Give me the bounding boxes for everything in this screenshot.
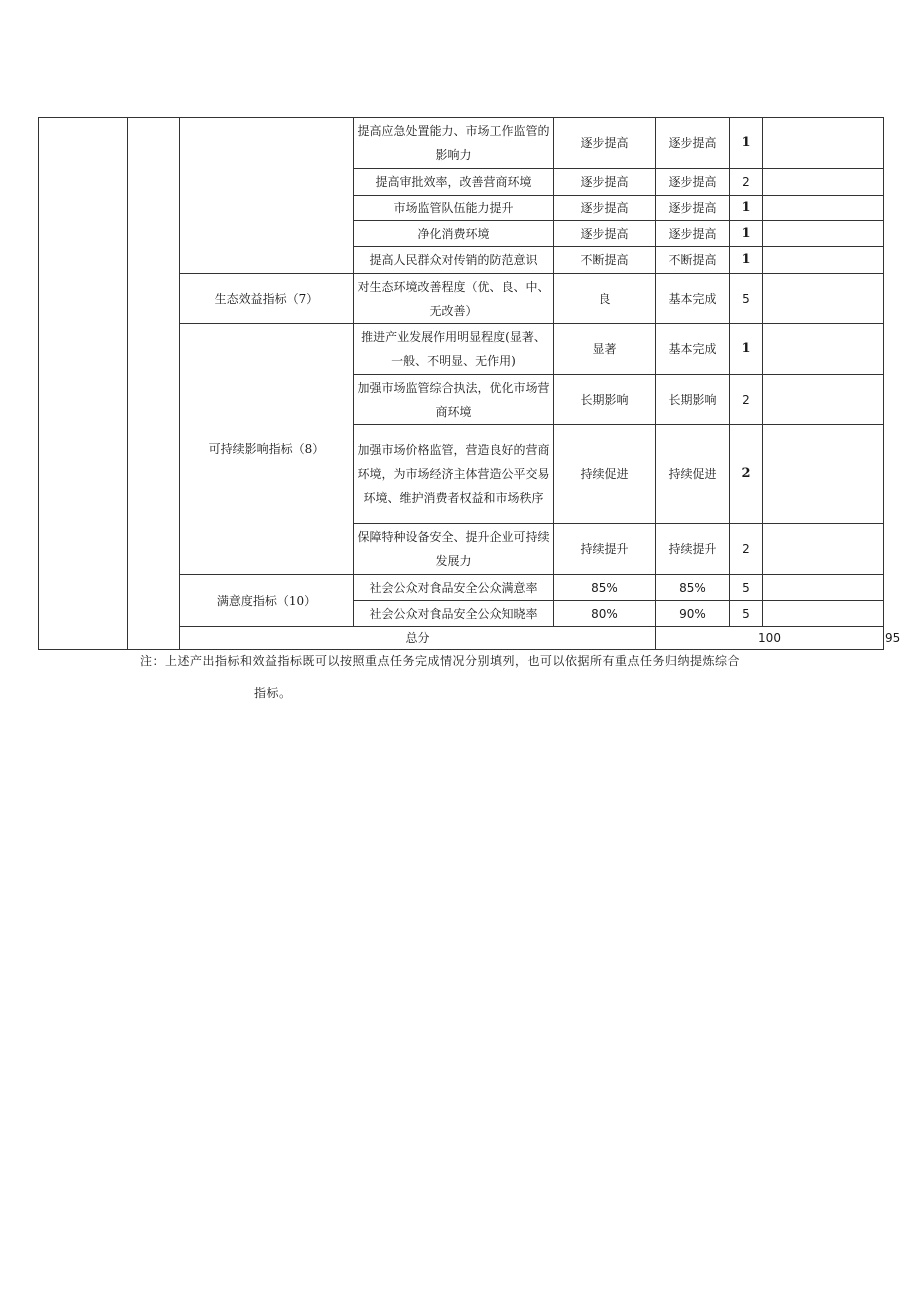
target-value-cell: 逐步提高 — [554, 169, 656, 196]
actual-value-cell: 85% — [656, 575, 730, 601]
score-cell: 1 — [730, 196, 763, 221]
score-cell: 2 — [730, 169, 763, 196]
target-value-cell: 长期影响 — [554, 375, 656, 425]
target-value-cell: 逐步提高 — [554, 118, 656, 169]
score-cell: 1 — [730, 221, 763, 247]
indicator-cell: 加强市场价格监管，营造良好的营商环境，为市场经济主体营造公平交易环境、维护消费者权益和市场秩序 — [354, 425, 554, 524]
actual-value-cell: 基本完成 — [656, 324, 730, 375]
score-cell: 1 — [730, 324, 763, 375]
actual-value-cell: 90% — [656, 601, 730, 627]
actual-value-cell: 长期影响 — [656, 375, 730, 425]
note-line-1: 注：上述产出指标和效益指标既可以按照重点任务完成情况分别填列，也可以依据所有重点任务归纳提炼综合 — [140, 654, 741, 668]
target-value-cell: 持续促进 — [554, 425, 656, 524]
level3-cell — [180, 118, 354, 274]
target-value-cell: 不断提高 — [554, 247, 656, 274]
total-label: 总分 — [180, 627, 656, 650]
total-row: 总分 100 95 — [39, 627, 884, 650]
actual-value-cell: 基本完成 — [656, 274, 730, 324]
remark-cell — [763, 425, 884, 524]
score-cell: 2 — [730, 524, 763, 575]
actual-value-cell: 持续促进 — [656, 425, 730, 524]
remark-cell — [763, 524, 884, 575]
indicator-cell: 对生态环境改善程度（优、良、中、无改善） — [354, 274, 554, 324]
performance-indicator-table — [38, 117, 901, 650]
indicator-cell: 提高审批效率，改善营商环境 — [354, 169, 554, 196]
target-value-cell: 逐步提高 — [554, 196, 656, 221]
level2-cell — [128, 118, 180, 650]
actual-value-cell: 逐步提高 — [656, 169, 730, 196]
table-row — [39, 118, 884, 169]
score-cell: 5 — [730, 575, 763, 601]
remark-cell — [763, 575, 884, 601]
actual-value-cell: 逐步提高 — [656, 118, 730, 169]
indicator-cell: 社会公众对食品安全公众满意率 — [354, 575, 554, 601]
score-cell: 2 — [730, 425, 763, 524]
actual-value-cell: 持续提升 — [656, 524, 730, 575]
score-cell: 2 — [730, 375, 763, 425]
target-value-cell: 85% — [554, 575, 656, 601]
remark-cell — [763, 169, 884, 196]
indicator-cell: 推进产业发展作用明显程度(显著、一般、不明显、无作用) — [354, 324, 554, 375]
category-sustainable: 可持续影响指标（8） — [180, 324, 354, 575]
indicator-cell: 净化消费环境 — [354, 221, 554, 247]
remark-cell — [763, 118, 884, 169]
score-cell: 5 — [730, 601, 763, 627]
score-cell: 1 — [730, 247, 763, 274]
target-value-cell: 逐步提高 — [554, 221, 656, 247]
remark-cell — [763, 196, 884, 221]
indicator-cell: 提高应急处置能力、市场工作监管的影响力 — [354, 118, 554, 169]
remark-cell — [763, 247, 884, 274]
target-value-cell: 80% — [554, 601, 656, 627]
level1-cell — [39, 118, 128, 650]
score-cell: 5 — [730, 274, 763, 324]
remark-cell — [763, 274, 884, 324]
note-line-2: 指标。 — [254, 686, 292, 700]
indicator-cell: 提高人民群众对传销的防范意识 — [354, 247, 554, 274]
remark-cell — [763, 601, 884, 627]
target-value-cell: 显著 — [554, 324, 656, 375]
actual-value-cell: 逐步提高 — [656, 221, 730, 247]
target-value-cell: 持续提升 — [554, 524, 656, 575]
indicator-cell: 社会公众对食品安全公众知晓率 — [354, 601, 554, 627]
remark-cell — [763, 375, 884, 425]
score-cell: 1 — [730, 118, 763, 169]
indicator-cell: 保障特种设备安全、提升企业可持续发展力 — [354, 524, 554, 575]
indicator-cell: 市场监管队伍能力提升 — [354, 196, 554, 221]
category-ecological: 生态效益指标（7） — [180, 274, 354, 324]
actual-value-cell: 逐步提高 — [656, 196, 730, 221]
remark-cell — [763, 221, 884, 247]
remark-cell — [763, 324, 884, 375]
category-satisfaction: 满意度指标（10） — [180, 575, 354, 627]
actual-value-cell: 不断提高 — [656, 247, 730, 274]
indicator-cell: 加强市场监管综合执法，优化市场营商环境 — [354, 375, 554, 425]
target-value-cell: 良 — [554, 274, 656, 324]
target-total: 100 — [656, 627, 884, 650]
